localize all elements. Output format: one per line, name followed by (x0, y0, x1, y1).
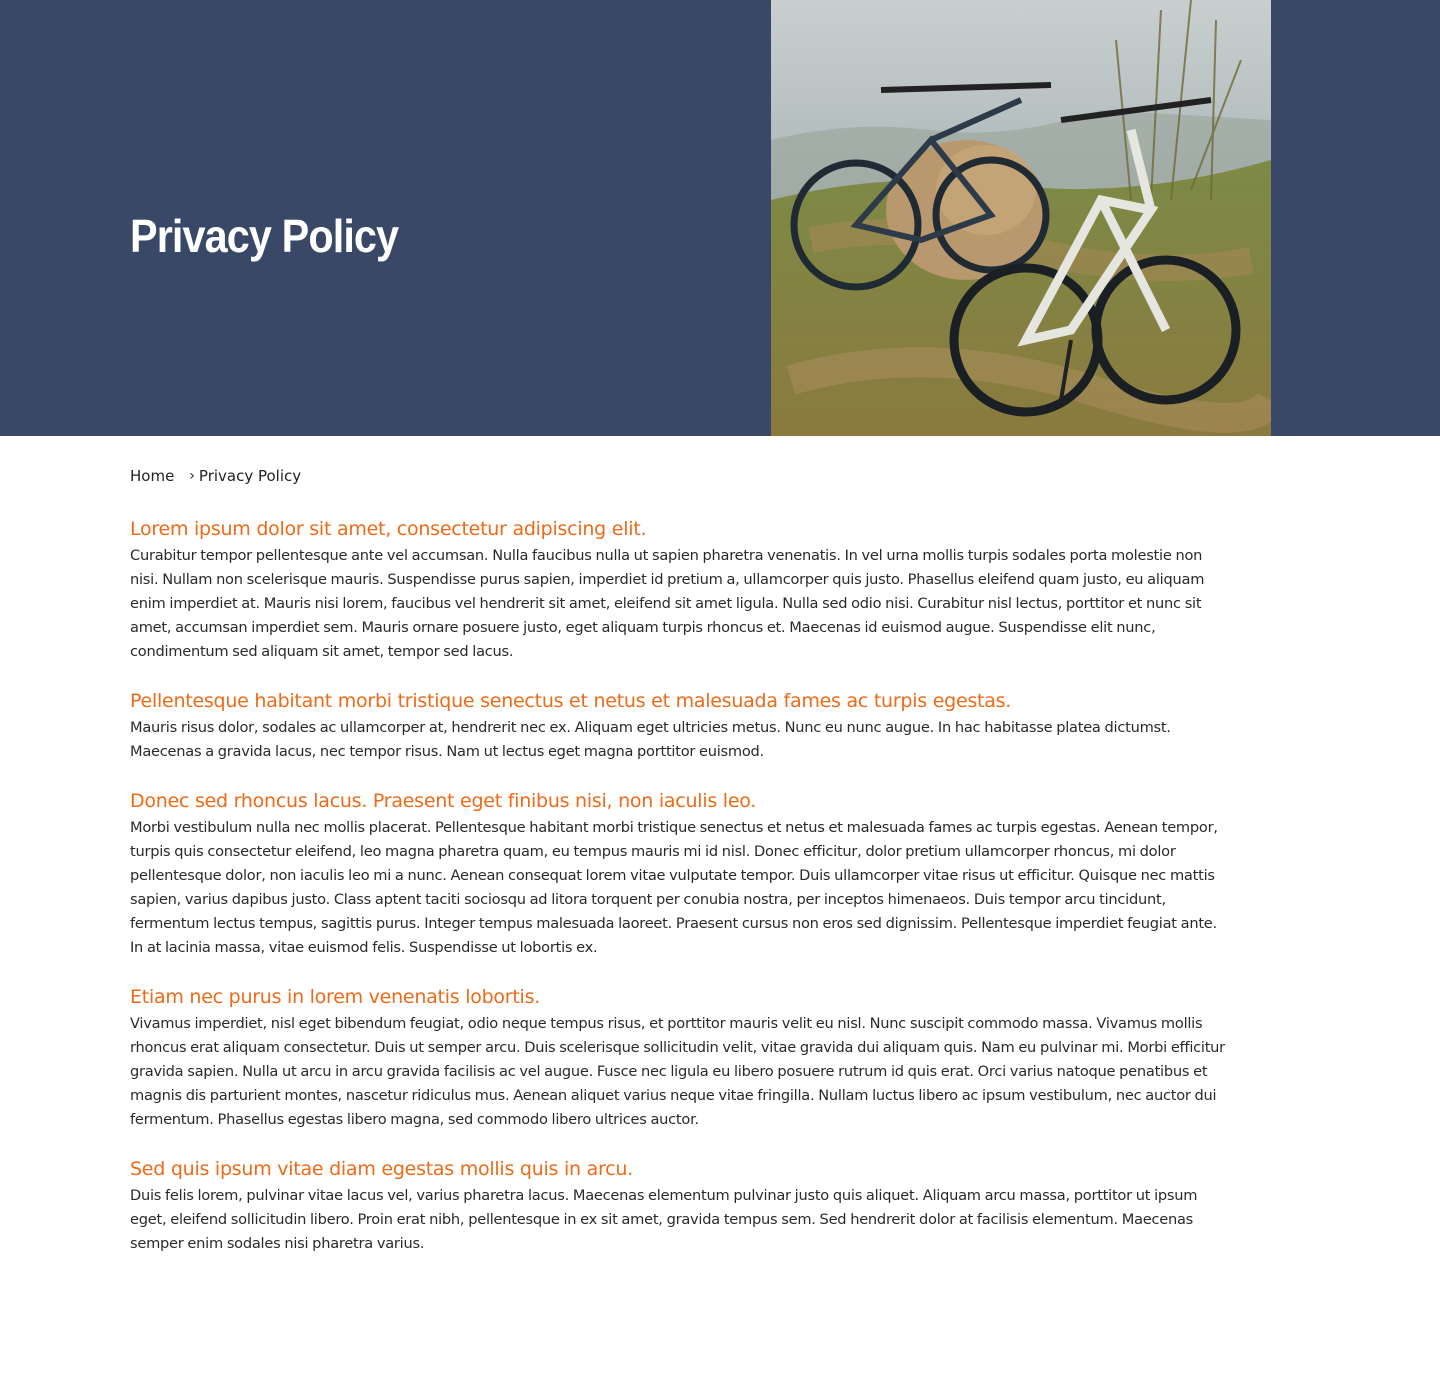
hero-banner (0, 0, 1440, 436)
section-body: Curabitur tempor pellentesque ante vel accumsan. Nulla faucibus nulla ut sapien pharetra venenatis. In vel urna mollis turpis sodales porta molestie non nisi. Nullam non scelerisque mauris. Suspendisse purus sapien, imperdiet id pretium a, ullamcorper quis justo. Phasellus eleifend quam justo, eu aliquam enim imperdiet at. Mauris nisi lorem, faucibus vel hendrerit sit amet, eleifend sit amet ligula. Nulla sed odio nisi. Curabitur nisl lectus, porttitor et nunc sit amet, accumsan imperdiet sem. Mauris ornare posuere justo, eget aliquam turpis rhoncus et. Maecenas id euismod augue. Suspendisse elit nunc, condimentum sed aliquam sit amet, tempor sed lacus. (130, 547, 1205, 660)
section-heading: Donec sed rhoncus lacus. Praesent eget finibus nisi, non iaculis leo. (130, 790, 757, 812)
bikes-photo-illustration (771, 0, 1271, 436)
breadcrumb (130, 464, 301, 488)
policy-content (130, 514, 1230, 1278)
section-body: Morbi vestibulum nulla nec mollis placerat. Pellentesque habitant morbi tristique senectus et netus et malesuada fames ac turpis egestas. Aenean tempor, turpis quis consectetur eleifend, leo magna pharetra quam, eu tempus mauris mi id nisl. Donec efficitur, dolor pretium ullamcorper rhoncus, mi dolor pellentesque dolor, non iaculis leo mi a nunc. Aenean consequat lorem vitae vulputate tempor. Duis ullamcorper vitae risus ut efficitur. Quisque nec mattis sapien, varius dapibus justo. Class aptent taciti sociosqu ad litora torquent per conubia nostra, per inceptos himenaeos. Duis tempor arcu tincidunt, fermentum lectus tempus, sagittis purus. Integer tempus malesuada laoreet. Praesent cursus non eros sed dignissim. Pellentesque imperdiet feugiat ante. In at lacinia massa, vitae euismod felis. Suspendisse ut lobortis ex. (130, 819, 1218, 956)
hero-image (771, 0, 1271, 436)
policy-section (130, 1154, 1230, 1256)
policy-section (130, 514, 1230, 664)
section-heading: Sed quis ipsum vitae diam egestas mollis quis in arcu. (130, 1158, 633, 1180)
breadcrumb-home-link[interactable]: Home (130, 467, 175, 485)
breadcrumb-separator: › (189, 468, 195, 484)
policy-section (130, 686, 1230, 764)
section-heading: Etiam nec purus in lorem venenatis lobortis. (130, 986, 541, 1008)
section-body: Duis felis lorem, pulvinar vitae lacus vel, varius pharetra lacus. Maecenas elementum pulvinar justo quis aliquet. Aliquam arcu massa, porttitor ut ipsum eget, eleifend sollicitudin libero. Proin erat nibh, pellentesque in ex sit amet, gravida tempus sem. Sed hendrerit dolor at facilisis elementum. Maecenas semper enim sodales nisi pharetra varius. (130, 1187, 1198, 1252)
breadcrumb-current: Privacy Policy (198, 467, 302, 485)
section-body: Vivamus imperdiet, nisl eget bibendum feugiat, odio neque tempus risus, et porttitor mauris velit eu nisl. Nunc suscipit commodo massa. Vivamus mollis rhoncus erat aliquam consectetur. Duis ut semper arcu. Duis scelerisque sollicitudin velit, vitae gravida dui aliquam quis. Nam eu pulvinar mi. Morbi efficitur gravida sapien. Nulla ut arcu in arcu gravida facilisis ac vel augue. Fusce nec ligula eu libero posuere rutrum id quis erat. Orci varius natoque penatibus et magnis dis parturient montes, nascetur ridiculus mus. Aenean aliquet varius neque vitae fringilla. Nullam luctus libero ac ipsum vestibulum, nec auctor dui fermentum. Phasellus egestas libero magna, sed commodo libero ultrices auctor. (130, 1015, 1225, 1128)
policy-section (130, 982, 1230, 1132)
policy-section (130, 786, 1230, 960)
page-title: Privacy Policy (130, 210, 399, 262)
section-body: Mauris risus dolor, sodales ac ullamcorper at, hendrerit nec ex. Aliquam eget ultricies metus. Nunc eu nunc augue. In hac habitasse platea dictumst. Maecenas a gravida lacus, nec tempor risus. Nam ut lectus eget magna porttitor euismod. (130, 719, 1171, 760)
section-heading: Lorem ipsum dolor sit amet, consectetur adipiscing elit. (130, 518, 647, 540)
section-heading: Pellentesque habitant morbi tristique senectus et netus et malesuada fames ac turpis egestas. (130, 690, 1012, 712)
